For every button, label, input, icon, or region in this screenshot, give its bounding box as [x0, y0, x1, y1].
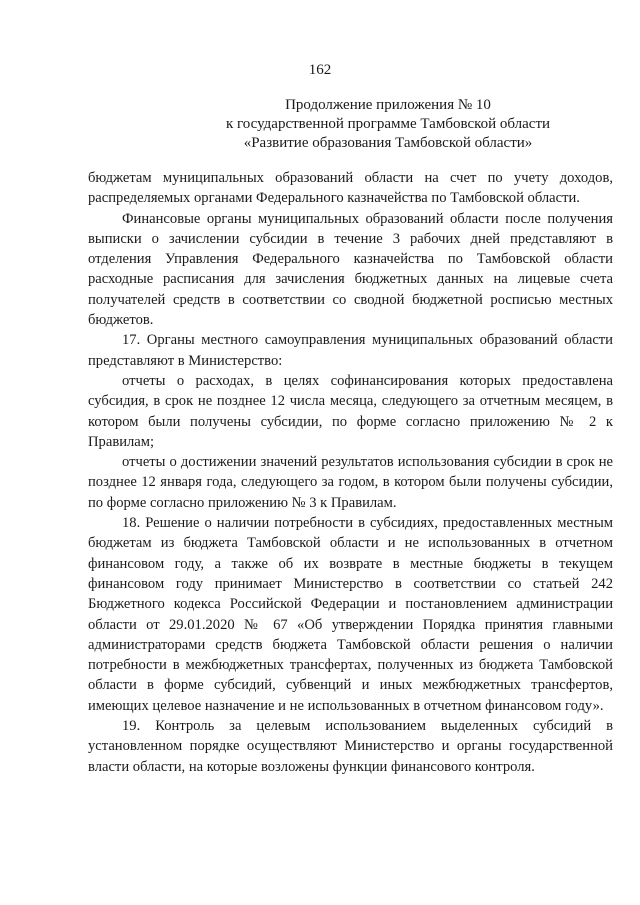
appendix-header: [178, 96, 598, 153]
appendix-header-line-2: к государственной программе Тамбовской области: [225, 116, 551, 132]
appendix-header-line-3: «Развитие образования Тамбовской области»: [243, 135, 533, 151]
paragraph-19: 19. Контроль за целевым использованием выделенных субсидий в установленном порядке осуществляют Министерство и органы государственной власти области, на которые возложены функции финансового контроля.: [88, 718, 613, 775]
paragraph-17-results-reports: отчеты о достижении значений результатов использования субсидии в срок не позднее 12 января года, следующего за годом, в котором были получены субсидии, по форме согласно приложению № 3 к Правилам.: [88, 454, 613, 511]
paragraph-17-expense-reports: отчеты о расходах, в целях софинансирования которых предоставлена субсидия, в срок не позднее 12 числа месяца, следующего за отчетным месяцем, в котором были получены субсидии, по форме согласно приложению № 2 к Правилам;: [88, 372, 613, 450]
paragraph-17: 17. Органы местного самоуправления муниципальных образований области представляют в Министерство:: [88, 332, 613, 369]
page-number: 162: [308, 62, 332, 78]
paragraph-financial-bodies: Финансовые органы муниципальных образований области после получения выписки о зачислении субсидии в течение 3 рабочих дней представляют в отделения Управления Федерального казначейства по Тамбовской области расходные расписания для зачисления бюджетных данных на лицевые счета получателей средств в соответствии со сводной бюджетной росписью местных бюджетов.: [88, 210, 613, 329]
paragraph-18: 18. Решение о наличии потребности в субсидиях, предоставленных местным бюджетам из бюджета Тамбовской области и не использованных в отчетном финансовом году, а также об их возврате в местные бюджеты в текущем финансовом году принимает Министерство в соответствии со статьей 242 Бюджетного кодекса Российской Федерации и постановлением администрации области от 29.01.2020 № 67 «Об утверждении Порядка принятия главными администраторами средств бюджета Тамбовской области решения о наличии потребности в межбюджетных трансфертах, полученных из бюджета Тамбовской области в форме субсидий, субвенций и иных межбюджетных трансфертов, имеющих целевое назначение и не использованных в отчетном финансовом году».: [88, 515, 613, 714]
appendix-header-line-1: Продолжение приложения № 10: [285, 97, 491, 113]
paragraph-continuation: бюджетам муниципальных образований области на счет по учету доходов, распределяемых органами Федерального казначейства по Тамбовской области.: [88, 170, 613, 207]
document-body: [88, 168, 613, 777]
